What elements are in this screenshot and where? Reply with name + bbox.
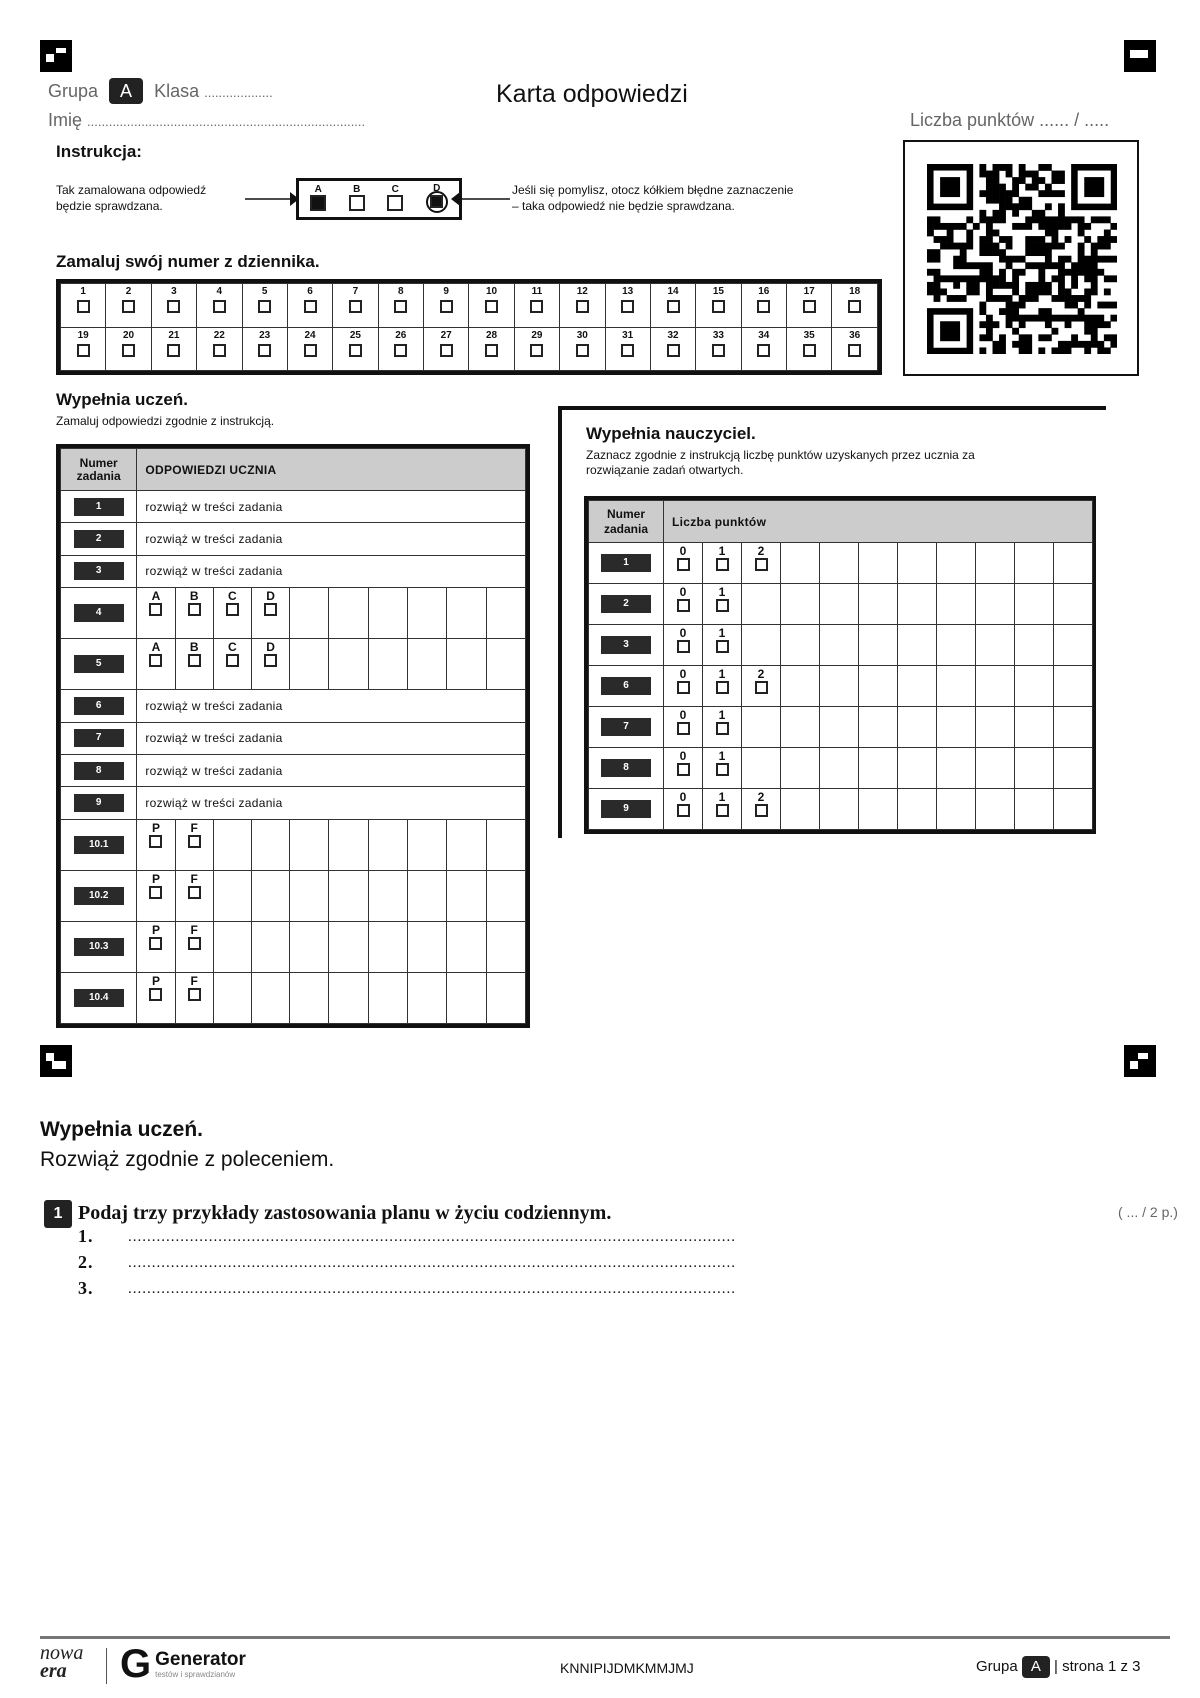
- points-checkbox[interactable]: [677, 763, 690, 776]
- task-number-tag: 6: [601, 677, 651, 695]
- answer-option[interactable]: A: [137, 639, 175, 690]
- journal-number-label: 9: [443, 286, 449, 297]
- teacher-title: Wypełnia nauczyciel.: [586, 424, 756, 443]
- points-option[interactable]: 2: [742, 789, 781, 830]
- answer-checkbox[interactable]: [226, 654, 239, 667]
- points-checkbox[interactable]: [677, 599, 690, 612]
- journal-number-label: 17: [803, 286, 815, 297]
- journal-number-cell[interactable]: [469, 284, 514, 328]
- task1-line-dots: ................................................................................................................................: [128, 1229, 736, 1245]
- points-option[interactable]: 0: [664, 707, 703, 748]
- name-dots: .............................................................................: [87, 114, 366, 129]
- task-number-tag: 8: [74, 762, 124, 780]
- journal-checkbox[interactable]: [667, 300, 680, 313]
- task-number-tag: 6: [74, 697, 124, 715]
- task1-answer-line-1[interactable]: [78, 1226, 736, 1247]
- answer-option[interactable]: C: [213, 639, 251, 690]
- journal-checkbox[interactable]: [576, 344, 589, 357]
- points-checkbox[interactable]: [716, 558, 729, 571]
- task1-answer-line-2[interactable]: [78, 1252, 736, 1273]
- teacher-row: [589, 748, 1093, 789]
- teacher-row: [589, 666, 1093, 707]
- instruction-left-line1: Tak zamalowana odpowiedź: [56, 183, 207, 197]
- journal-checkbox[interactable]: [213, 300, 226, 313]
- answer-option[interactable]: C: [213, 588, 251, 639]
- journal-number-label: 16: [758, 286, 770, 297]
- task1-line-number: 1.: [78, 1226, 94, 1246]
- journal-number-cell[interactable]: [741, 327, 786, 371]
- page-title: Karta odpowiedzi: [496, 80, 688, 108]
- journal-number-cell[interactable]: [832, 327, 878, 371]
- task1-line-dots: ................................................................................................................................: [128, 1281, 736, 1297]
- journal-checkbox[interactable]: [530, 300, 543, 313]
- generator-g-icon: G: [120, 1642, 152, 1686]
- answer-option[interactable]: B: [175, 588, 213, 639]
- journal-number-label: 27: [440, 329, 452, 341]
- journal-number-label: 19: [77, 329, 89, 341]
- task-number-tag: 4: [74, 604, 124, 622]
- answer-row: [61, 690, 526, 722]
- example-option-c: C: [387, 184, 403, 214]
- answer-checkbox[interactable]: [149, 937, 162, 950]
- journal-number-cell[interactable]: [787, 327, 832, 371]
- example-option-b: B: [349, 184, 365, 214]
- teacher-row: [589, 543, 1093, 584]
- task-number-tag: 7: [74, 729, 124, 747]
- journal-number-label: 34: [758, 329, 770, 341]
- section2-subtitle: Rozwiąż zgodnie z poleceniem.: [40, 1148, 335, 1171]
- journal-number-cell[interactable]: [560, 327, 605, 371]
- journal-number-label: 7: [352, 286, 359, 297]
- journal-checkbox[interactable]: [258, 344, 271, 357]
- task-number-tag: 7: [601, 718, 651, 736]
- teacher-row: [589, 707, 1093, 748]
- journal-number-cell[interactable]: [151, 284, 196, 328]
- journal-number-cell[interactable]: [197, 284, 242, 328]
- journal-checkbox[interactable]: [576, 300, 589, 313]
- journal-checkbox[interactable]: [440, 300, 453, 313]
- journal-number-grid: [56, 279, 882, 375]
- points-checkbox[interactable]: [716, 640, 729, 653]
- name-label: Imię: [48, 110, 83, 130]
- answer-option[interactable]: F: [175, 819, 213, 870]
- points-checkbox[interactable]: [716, 804, 729, 817]
- task-number-tag: 3: [601, 636, 651, 654]
- journal-checkbox[interactable]: [848, 300, 861, 313]
- answer-option[interactable]: P: [137, 870, 175, 921]
- journal-checkbox[interactable]: [213, 344, 226, 357]
- task1-question: Podaj trzy przykłady zastosowania planu w życiu codziennym.: [78, 1202, 612, 1224]
- journal-number-label: 2: [125, 286, 132, 297]
- journal-checkbox[interactable]: [167, 300, 180, 313]
- corner-marker-top-right: [1124, 40, 1156, 72]
- answer-checkbox[interactable]: [188, 654, 201, 667]
- student-title: Wypełnia uczeń.: [56, 390, 188, 409]
- journal-number-label: 29: [531, 329, 543, 341]
- journal-number-cell[interactable]: [605, 284, 650, 328]
- nowa-era-logo: [40, 1644, 83, 1680]
- journal-number-cell[interactable]: [242, 327, 287, 371]
- instruction-right-line2: – taka odpowiedź nie będzie sprawdzana.: [512, 199, 735, 213]
- task-number-tag: 10.3: [74, 938, 124, 956]
- footer-page-number: | strona 1 z 3: [1054, 1658, 1141, 1675]
- answer-row: [61, 787, 526, 819]
- answer-option[interactable]: A: [137, 588, 175, 639]
- group-badge: A: [109, 78, 143, 104]
- open-answer-note: rozwiąż w treści zadania: [137, 722, 526, 754]
- journal-number-cell[interactable]: [378, 284, 423, 328]
- open-answer-note: rozwiąż w treści zadania: [137, 690, 526, 722]
- footer-group-badge: A: [1022, 1656, 1050, 1678]
- journal-number-label: 5: [261, 286, 268, 297]
- class-label: Klasa: [154, 81, 200, 101]
- journal-number-label: 21: [168, 329, 180, 341]
- journal-number-cell[interactable]: [424, 327, 469, 371]
- journal-number-label: 11: [531, 286, 543, 297]
- journal-checkbox[interactable]: [803, 300, 816, 313]
- open-answer-note: rozwiąż w treści zadania: [137, 491, 526, 523]
- corner-marker-mid-left: [40, 1045, 72, 1077]
- open-answer-note: rozwiąż w treści zadania: [137, 523, 526, 555]
- journal-number-label: 13: [622, 286, 634, 297]
- example-option-a: A: [310, 184, 326, 214]
- points-checkbox[interactable]: [677, 640, 690, 653]
- generator-subtitle: testów i sprawdzianów: [155, 1669, 236, 1679]
- task-number-tag: 2: [601, 595, 651, 613]
- journal-number-cell[interactable]: [650, 327, 695, 371]
- instruction-right-text: [512, 182, 793, 214]
- journal-number-cell[interactable]: [424, 284, 469, 328]
- points-option[interactable]: 1: [703, 707, 742, 748]
- journal-number-label: 18: [849, 286, 861, 297]
- column-header-task-number: Numer zadania: [61, 449, 137, 491]
- answer-option[interactable]: D: [251, 588, 289, 639]
- answer-row: [61, 870, 526, 921]
- journal-checkbox[interactable]: [757, 344, 770, 357]
- answer-row: [61, 555, 526, 587]
- answer-checkbox[interactable]: [264, 654, 277, 667]
- journal-number-cell[interactable]: [151, 327, 196, 371]
- journal-number-cell[interactable]: [333, 284, 378, 328]
- journal-checkbox[interactable]: [167, 344, 180, 357]
- instruction-left-text: [56, 182, 206, 214]
- journal-number-label: 12: [576, 286, 588, 297]
- points-checkbox[interactable]: [677, 722, 690, 735]
- answer-option[interactable]: F: [175, 972, 213, 1023]
- journal-number-label: 36: [849, 329, 861, 341]
- journal-checkbox[interactable]: [394, 344, 407, 357]
- qr-code-frame: [903, 140, 1139, 376]
- teacher-row: [589, 584, 1093, 625]
- journal-number-label: 32: [667, 329, 679, 341]
- journal-title: Zamaluj swój numer z dziennika.: [56, 252, 320, 271]
- task-number-tag: 1: [74, 498, 124, 516]
- journal-number-cell[interactable]: [197, 327, 242, 371]
- group-field: [48, 78, 273, 104]
- answer-row: [61, 972, 526, 1023]
- points-checkbox[interactable]: [677, 558, 690, 571]
- points-checkbox[interactable]: [677, 681, 690, 694]
- journal-number-label: 28: [486, 329, 498, 341]
- journal-checkbox[interactable]: [667, 344, 680, 357]
- corner-marker-mid-right: [1124, 1045, 1156, 1077]
- journal-checkbox[interactable]: [258, 300, 271, 313]
- points-option[interactable]: 1: [703, 584, 742, 625]
- task-number-tag: 8: [601, 759, 651, 777]
- teacher-header-task-number: Numer zadania: [589, 501, 664, 543]
- points-option[interactable]: 1: [703, 789, 742, 830]
- logo-era: era: [40, 1660, 67, 1682]
- journal-checkbox[interactable]: [803, 344, 816, 357]
- journal-number-cell[interactable]: [242, 284, 287, 328]
- journal-number-cell[interactable]: [605, 327, 650, 371]
- journal-number-label: 15: [712, 286, 724, 297]
- points-option[interactable]: 0: [664, 748, 703, 789]
- qr-code: [927, 164, 1117, 354]
- task-number-tag: 10.1: [74, 836, 124, 854]
- journal-number-cell[interactable]: [333, 327, 378, 371]
- journal-number-cell[interactable]: [106, 327, 151, 371]
- journal-checkbox[interactable]: [349, 344, 362, 357]
- points-checkbox[interactable]: [677, 804, 690, 817]
- journal-checkbox[interactable]: [485, 344, 498, 357]
- points-option[interactable]: 0: [664, 625, 703, 666]
- points-option[interactable]: 0: [664, 543, 703, 584]
- points-checkbox[interactable]: [755, 558, 768, 571]
- answer-row: [61, 523, 526, 555]
- journal-number-cell[interactable]: [560, 284, 605, 328]
- journal-number-cell[interactable]: [832, 284, 878, 328]
- generator-logo: [120, 1644, 246, 1684]
- journal-number-label: 26: [395, 329, 407, 341]
- journal-number-label: 25: [349, 329, 361, 341]
- answer-row: [61, 588, 526, 639]
- answer-option[interactable]: F: [175, 870, 213, 921]
- points-checkbox[interactable]: [755, 681, 768, 694]
- answer-checkbox[interactable]: [149, 603, 162, 616]
- teacher-header-points: Liczba punktów: [664, 501, 1093, 543]
- answer-checkbox[interactable]: [188, 886, 201, 899]
- journal-number-cell[interactable]: [61, 284, 106, 328]
- points-option[interactable]: 1: [703, 666, 742, 707]
- answer-option[interactable]: D: [251, 639, 289, 690]
- journal-number-cell[interactable]: [287, 327, 332, 371]
- task1-points: ( ... / 2 p.): [1118, 1204, 1178, 1220]
- teacher-bracket-side: [558, 406, 562, 838]
- journal-checkbox[interactable]: [304, 344, 317, 357]
- task-number-tag: 1: [601, 554, 651, 572]
- journal-number-cell[interactable]: [514, 284, 559, 328]
- answer-option[interactable]: F: [175, 921, 213, 972]
- document-code: KNNIPIJDMKMMJMJ: [560, 1660, 694, 1676]
- journal-number-cell[interactable]: [287, 284, 332, 328]
- points-checkbox[interactable]: [716, 681, 729, 694]
- journal-number-label: 31: [622, 329, 634, 341]
- journal-number-cell[interactable]: [378, 327, 423, 371]
- footer-rule: [40, 1636, 1170, 1639]
- points-option[interactable]: 1: [703, 543, 742, 584]
- journal-checkbox[interactable]: [712, 300, 725, 313]
- teacher-subtitle-line1: Zaznacz zgodnie z instrukcją liczbę punktów uzyskanych przez ucznia za: [586, 448, 975, 462]
- points-option[interactable]: 0: [664, 789, 703, 830]
- points-option[interactable]: 0: [664, 584, 703, 625]
- answer-checkbox[interactable]: [149, 886, 162, 899]
- answer-checkbox[interactable]: [149, 835, 162, 848]
- answer-row: [61, 722, 526, 754]
- journal-checkbox[interactable]: [349, 300, 362, 313]
- teacher-points-table: [584, 496, 1096, 834]
- journal-number-label: 33: [712, 329, 724, 341]
- group-label: Grupa: [48, 81, 99, 101]
- journal-number-label: 3: [171, 286, 177, 297]
- points-checkbox[interactable]: [716, 722, 729, 735]
- journal-number-cell[interactable]: [787, 284, 832, 328]
- open-answer-note: rozwiąż w treści zadania: [137, 787, 526, 819]
- corner-marker-top-left: [40, 40, 72, 72]
- column-header-answers: ODPOWIEDZI UCZNIA: [137, 449, 526, 491]
- answer-checkbox[interactable]: [188, 988, 201, 1001]
- task-number-tag: 9: [74, 794, 124, 812]
- task-number-tag: 10.2: [74, 887, 124, 905]
- journal-number-label: 22: [213, 329, 225, 341]
- task-number-tag: 3: [74, 562, 124, 580]
- task1-line-dots: ................................................................................................................................: [128, 1255, 736, 1271]
- journal-number-cell[interactable]: [696, 284, 741, 328]
- points-option[interactable]: 1: [703, 748, 742, 789]
- answer-checkbox[interactable]: [188, 937, 201, 950]
- class-dots: ...................: [204, 85, 273, 100]
- example-option-d: D: [426, 183, 448, 216]
- points-checkbox[interactable]: [716, 763, 729, 776]
- journal-number-cell[interactable]: [741, 284, 786, 328]
- answer-checkbox[interactable]: [188, 603, 201, 616]
- section2-title: Wypełnia uczeń.: [40, 1118, 203, 1141]
- journal-checkbox[interactable]: [712, 344, 725, 357]
- journal-checkbox[interactable]: [621, 344, 634, 357]
- open-answer-note: rozwiąż w treści zadania: [137, 754, 526, 786]
- journal-checkbox[interactable]: [77, 300, 90, 313]
- journal-number-label: 24: [304, 329, 316, 341]
- journal-checkbox[interactable]: [848, 344, 861, 357]
- instruction-right-line1: Jeśli się pomylisz, otocz kółkiem błędne zaznaczenie: [512, 183, 794, 197]
- points-option[interactable]: 2: [742, 666, 781, 707]
- teacher-subtitle-line2: rozwiązanie zadań otwartych.: [586, 463, 744, 477]
- task1-answer-line-3[interactable]: [78, 1278, 736, 1299]
- journal-number-label: 6: [307, 286, 313, 297]
- journal-number-cell[interactable]: [469, 327, 514, 371]
- journal-number-label: 14: [667, 286, 679, 297]
- journal-number-label: 4: [216, 286, 223, 297]
- name-field: [48, 110, 365, 131]
- task-number-tag: 10.4: [74, 989, 124, 1007]
- footer-page-info: [976, 1656, 1141, 1678]
- instruction-example: [296, 178, 462, 220]
- task-number-tag: 5: [74, 655, 124, 673]
- footer-group-label: Grupa: [976, 1658, 1018, 1675]
- answer-checkbox[interactable]: [149, 654, 162, 667]
- task-number-tag: 9: [601, 800, 651, 818]
- journal-checkbox[interactable]: [485, 300, 498, 313]
- open-answer-note: rozwiąż w treści zadania: [137, 555, 526, 587]
- answer-option[interactable]: P: [137, 819, 175, 870]
- answer-row: [61, 491, 526, 523]
- logo-divider: [106, 1648, 107, 1684]
- answer-option[interactable]: P: [137, 921, 175, 972]
- teacher-bracket: [558, 406, 1106, 410]
- instruction-title: Instrukcja:: [56, 142, 142, 161]
- journal-checkbox[interactable]: [122, 300, 135, 313]
- points-option[interactable]: 2: [742, 543, 781, 584]
- answer-row: [61, 754, 526, 786]
- journal-number-label: 1: [80, 286, 86, 297]
- teacher-row: [589, 625, 1093, 666]
- journal-checkbox[interactable]: [122, 344, 135, 357]
- student-answer-table: [56, 444, 530, 1028]
- journal-checkbox[interactable]: [621, 300, 634, 313]
- teacher-subtitle: [586, 448, 975, 478]
- journal-checkbox[interactable]: [304, 300, 317, 313]
- answer-row: [61, 639, 526, 690]
- journal-number-label: 35: [803, 329, 815, 341]
- task-number-tag: 2: [74, 530, 124, 548]
- instruction-left-line2: będzie sprawdzana.: [56, 199, 163, 213]
- points-option[interactable]: 0: [664, 666, 703, 707]
- task1-line-number: 3.: [78, 1278, 94, 1298]
- generator-title: Generator: [155, 1648, 246, 1670]
- answer-checkbox[interactable]: [149, 988, 162, 1001]
- journal-checkbox[interactable]: [530, 344, 543, 357]
- teacher-row: [589, 789, 1093, 830]
- journal-checkbox[interactable]: [77, 344, 90, 357]
- task1-number: 1: [44, 1200, 72, 1228]
- journal-checkbox[interactable]: [440, 344, 453, 357]
- logo-nowa: nowa: [40, 1642, 84, 1664]
- points-checkbox[interactable]: [755, 804, 768, 817]
- journal-checkbox[interactable]: [757, 300, 770, 313]
- points-option[interactable]: 1: [703, 625, 742, 666]
- journal-number-cell[interactable]: [650, 284, 695, 328]
- journal-number-label: 8: [398, 286, 404, 297]
- journal-number-label: 10: [486, 286, 498, 297]
- answer-row: [61, 819, 526, 870]
- journal-number-cell[interactable]: [514, 327, 559, 371]
- answer-checkbox[interactable]: [226, 603, 239, 616]
- journal-number-cell[interactable]: [106, 284, 151, 328]
- journal-checkbox[interactable]: [394, 300, 407, 313]
- journal-number-cell[interactable]: [696, 327, 741, 371]
- points-checkbox[interactable]: [716, 599, 729, 612]
- task1-line-number: 2.: [78, 1252, 94, 1272]
- answer-row: [61, 921, 526, 972]
- journal-number-cell[interactable]: [61, 327, 106, 371]
- student-subtitle: Zamaluj odpowiedzi zgodnie z instrukcją.: [56, 414, 275, 428]
- answer-checkbox[interactable]: [264, 603, 277, 616]
- points-summary: Liczba punktów ...... / .....: [910, 110, 1110, 130]
- answer-option[interactable]: B: [175, 639, 213, 690]
- answer-checkbox[interactable]: [188, 835, 201, 848]
- journal-number-label: 23: [259, 329, 271, 341]
- journal-number-label: 20: [123, 329, 135, 341]
- answer-option[interactable]: P: [137, 972, 175, 1023]
- journal-number-label: 30: [576, 329, 588, 341]
